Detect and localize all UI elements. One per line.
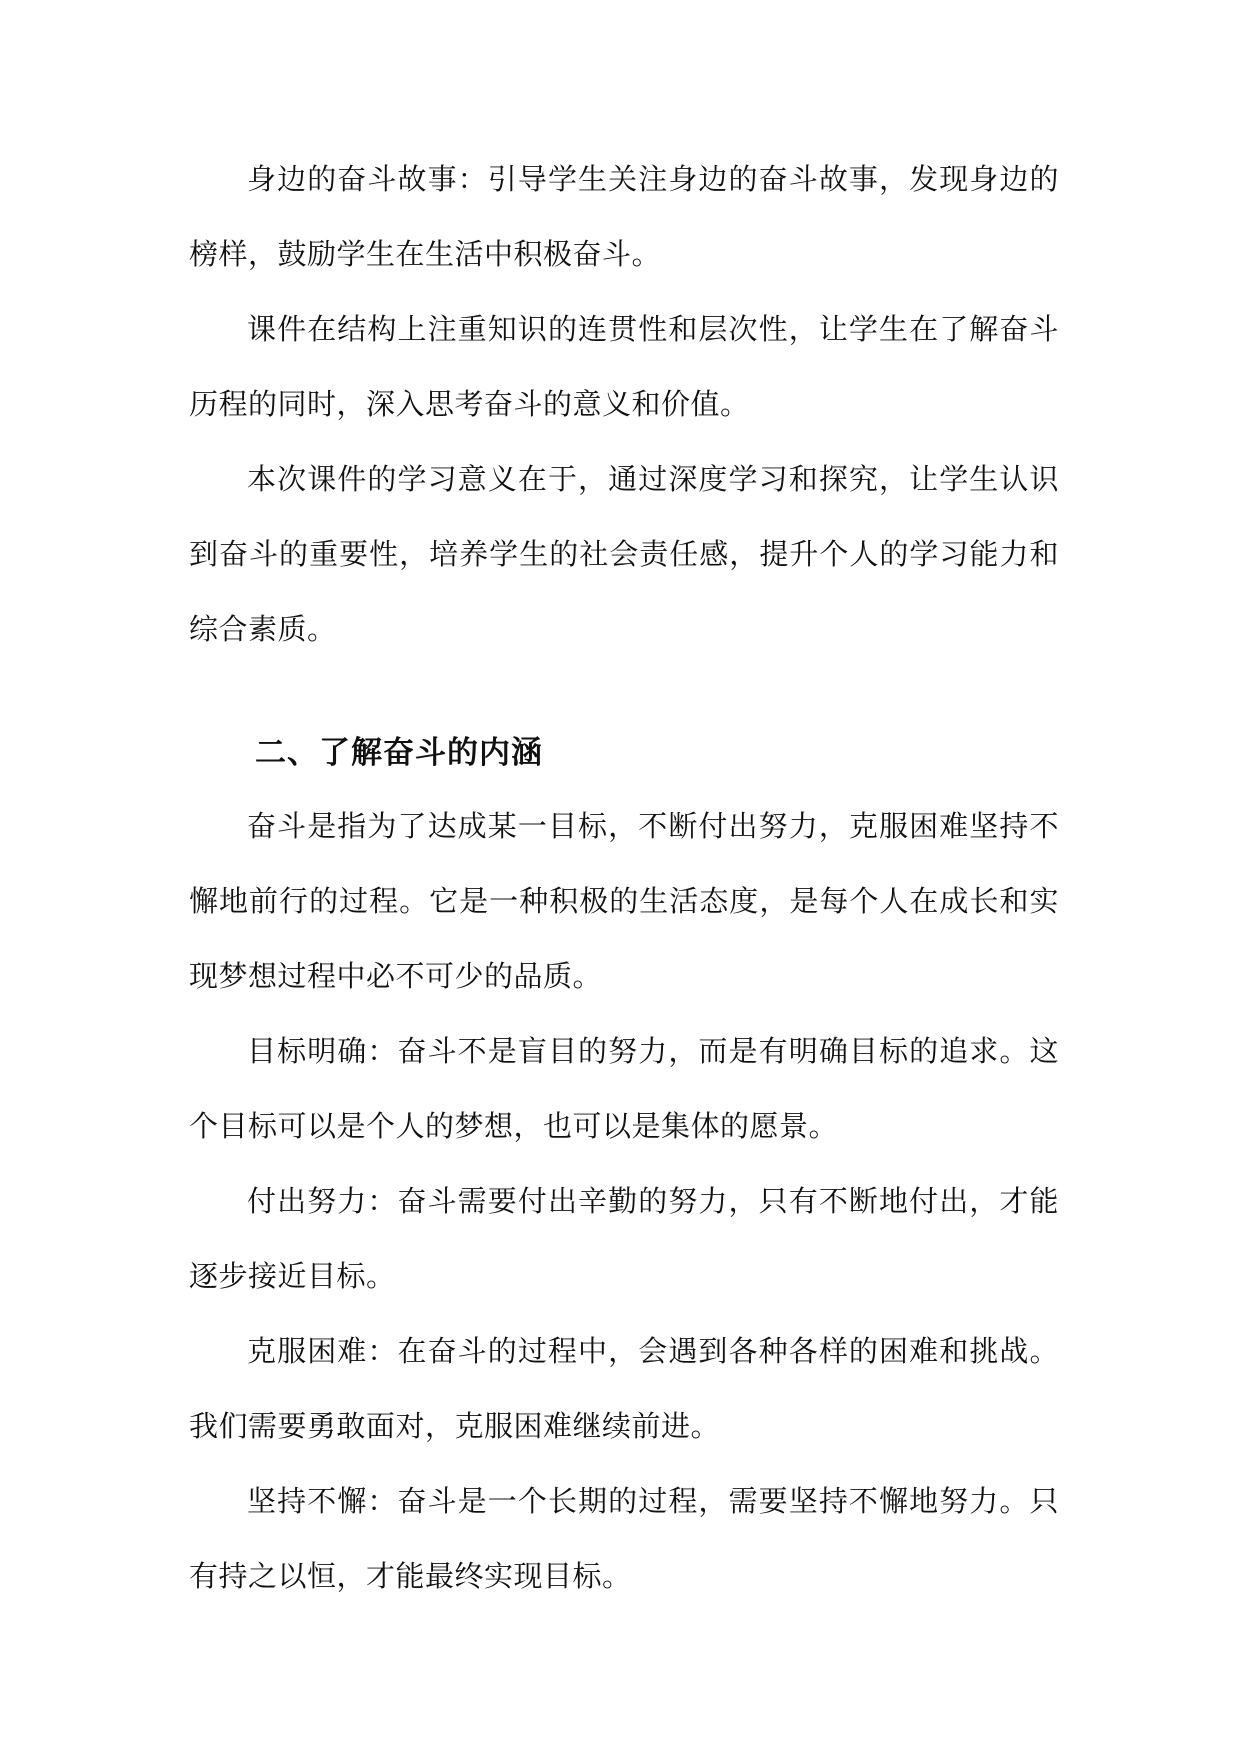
paragraph-overcome-difficulties: 克服困难：在奋斗的过程中，会遇到各种各样的困难和挑战。我们需要勇敢面对，克服困难继续前进。: [189, 1334, 1059, 1443]
paragraph-learning-significance: 本次课件的学习意义在于，通过深度学习和探究，让学生认识到奋斗的重要性，培养学生的社会责任感，提升个人的学习能力和综合素质。: [189, 462, 1059, 646]
paragraph-definition: 奋斗是指为了达成某一目标，不断付出努力，克服困难坚持不懈地前行的过程。它是一种积极的生活态度，是每个人在成长和实现梦想过程中必不可少的品质。: [189, 809, 1059, 993]
paragraph-persistence: 坚持不懈：奋斗是一个长期的过程，需要坚持不懈地努力。只有持之以恒，才能最终实现目标。: [189, 1484, 1059, 1593]
paragraph-effort: 付出努力：奋斗需要付出辛勤的努力，只有不断地付出，才能逐步接近目标。: [189, 1184, 1059, 1293]
paragraph-clear-goal: 目标明确：奋斗不是盲目的努力，而是有明确目标的追求。这个目标可以是个人的梦想，也可以是集体的愿景。: [189, 1034, 1059, 1143]
section-heading: 二、了解奋斗的内涵: [255, 735, 543, 771]
paragraph-course-structure: 课件在结构上注重知识的连贯性和层次性，让学生在了解奋斗历程的同时，深入思考奋斗的意义和价值。: [189, 312, 1059, 421]
paragraph-role-models: 身边的奋斗故事：引导学生关注身边的奋斗故事，发现身边的榜样，鼓励学生在生活中积极奋斗。: [189, 162, 1059, 271]
document-page: [189, 142, 1059, 1614]
